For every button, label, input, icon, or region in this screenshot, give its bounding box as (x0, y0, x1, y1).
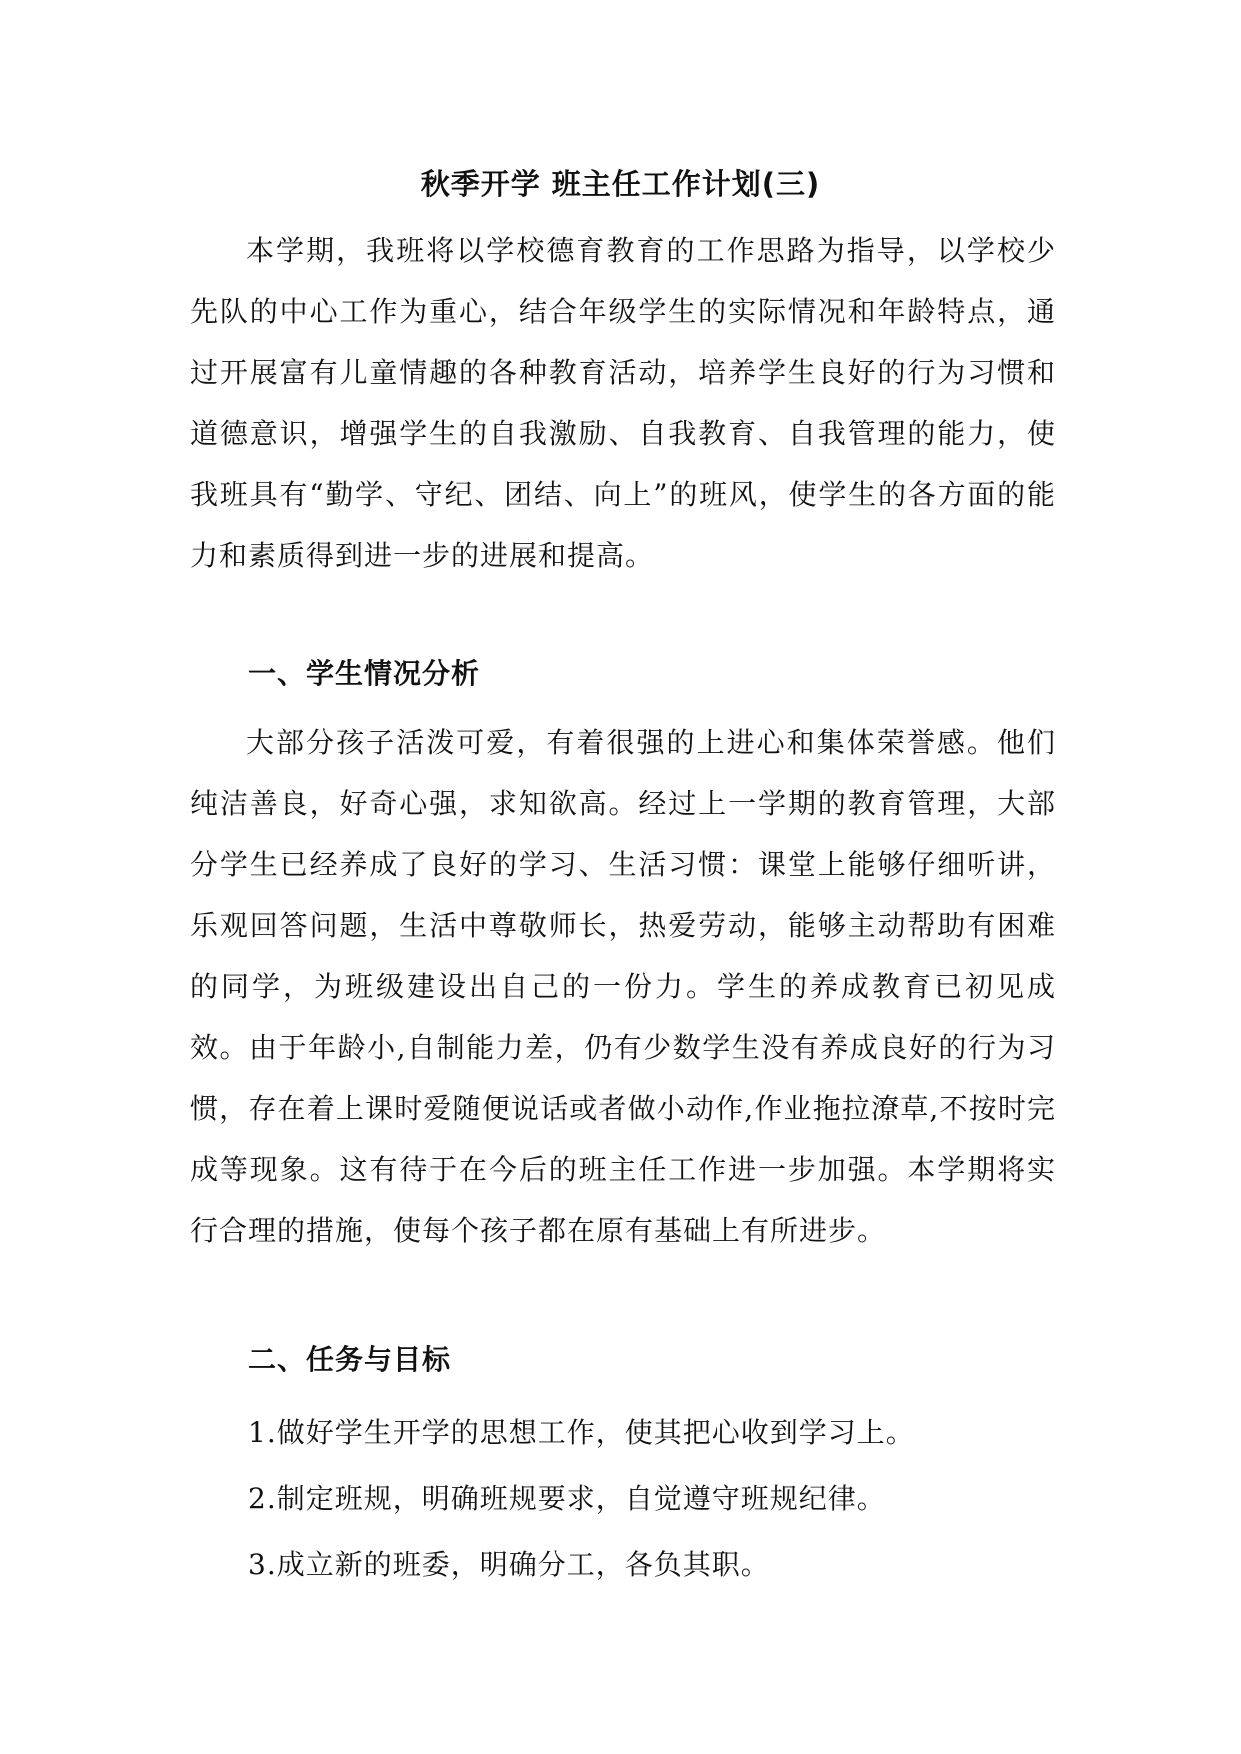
list-item: 3.成立新的班委，明确分工，各负其职。 (248, 1548, 770, 1581)
student-analysis-paragraph: 大部分孩子活泼可爱，有着很强的上进心和集体荣誉感。他们纯洁善良，好奇心强，求知欲高。经过上一学期的教育管理，大部分学生已经养成了良好的学习、生活习惯：课堂上能够仔细听讲，乐观回答问题，生活中尊敬师长，热爱劳动，能够主动帮助有困难的同学，为班级建设出自己的一份力。学生的养成教育已初见成效。由于年龄小,自制能力差，仍有少数学生没有养成良好的行为习惯，存在着上课时爱随便说话或者做小动作,作业拖拉潦草,不按时完成等现象。这有待于在今后的班主任工作进一步加强。本学期将实行合理的措施，使每个孩子都在原有基础上有所进步。 (190, 726, 1056, 1247)
intro-paragraph: 本学期，我班将以学校德育教育的工作思路为指导，以学校少先队的中心工作为重心，结合年级学生的实际情况和年龄特点，通过开展富有儿童情趣的各种教育活动，培养学生良好的行为习惯和道德意识，增强学生的自我激励、自我教育、自我管理的能力，使我班具有“勤学、守纪、团结、向上”的班风，使学生的各方面的能力和素质得到进一步的进展和提高。 (190, 234, 1056, 572)
section-heading-student-analysis: 一、学生情况分析 (248, 657, 481, 690)
list-item: 1.做好学生开学的思想工作，使其把心收到学习上。 (248, 1416, 915, 1449)
tasks-list (248, 1400, 915, 1598)
section-heading-tasks-goals: 二、任务与目标 (248, 1343, 452, 1376)
list-item: 2.制定班规，明确班规要求，自觉遵守班规纪律。 (248, 1482, 886, 1515)
document-title: 秋季开学 班主任工作计划(三) (420, 167, 821, 201)
